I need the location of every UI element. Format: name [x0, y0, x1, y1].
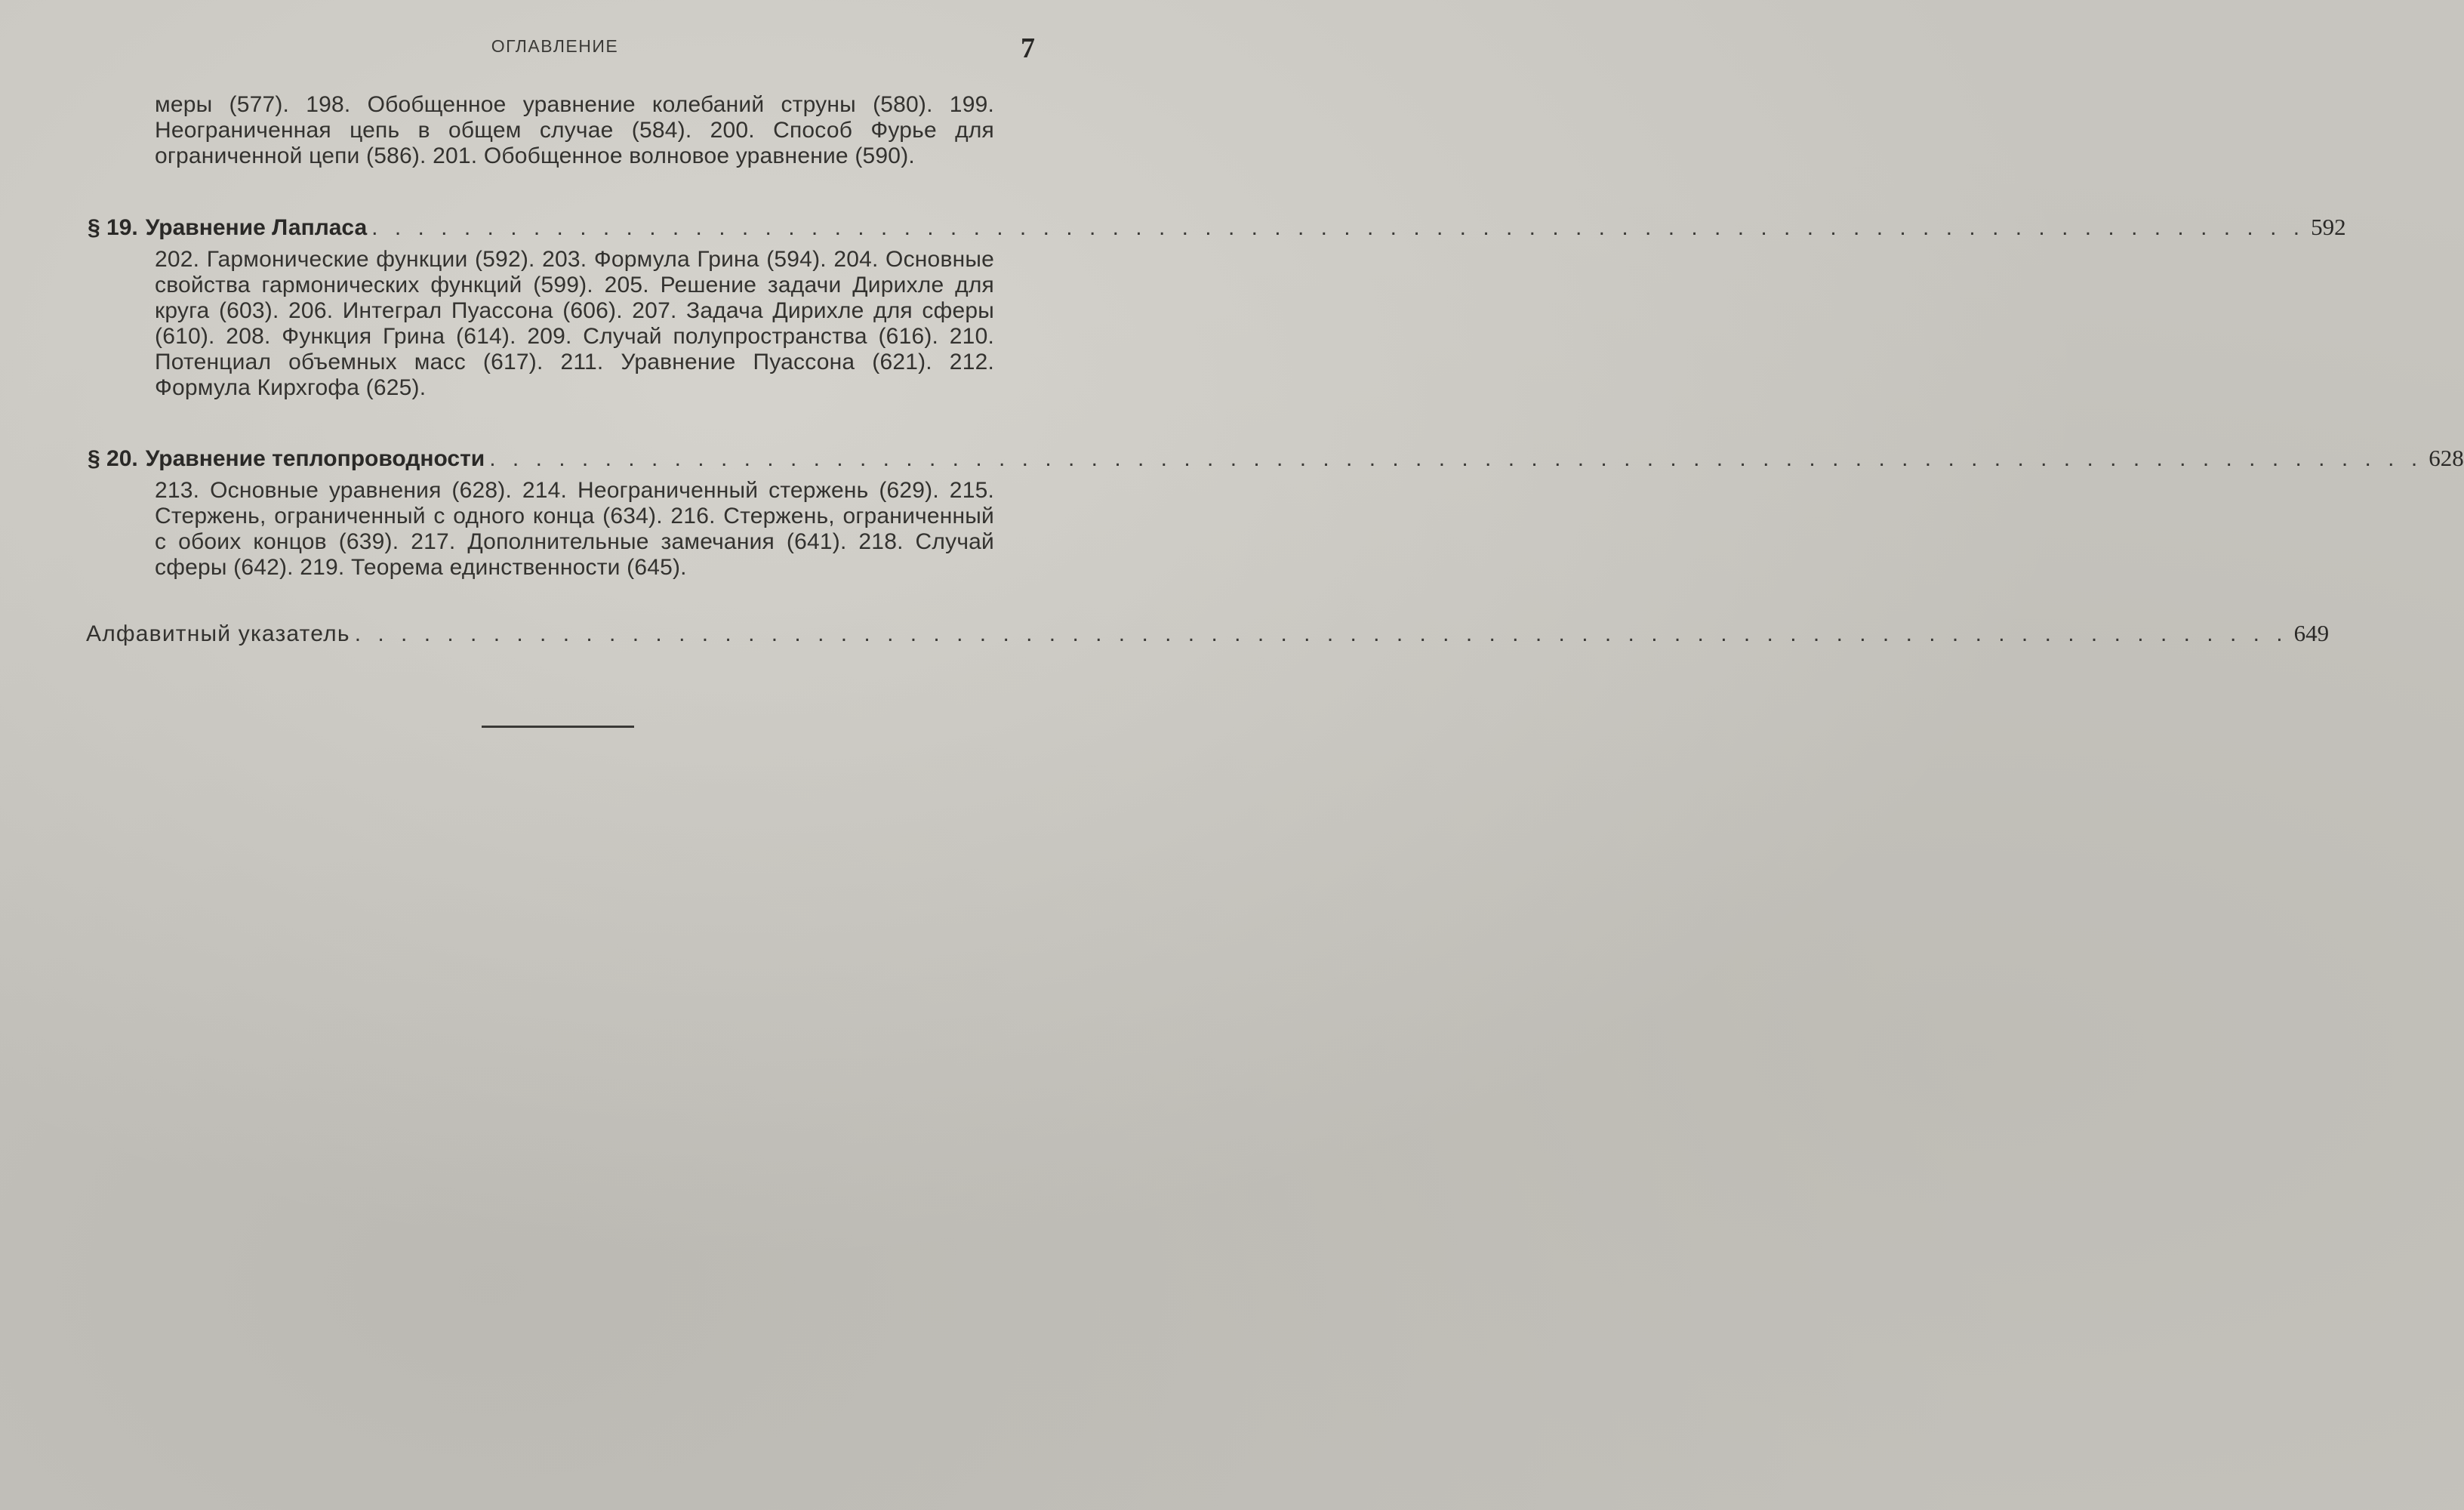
dot-leader: . . . . . . . . . . . . . . . . . . . . . . . . . . . . . . . . . . . . . . . . . . . . . . . . . . . . . . . . . . . . . . . . . . . . . . . . . . . . . . . . . . . . [489, 446, 2423, 471]
toc-subsection-text-198: меры (577). 198. Обобщенное уравнение колебаний струны (580). 199. Неограниченная цепь в общем случае (584). 200. Способ Фурье для ограниченной цепи (586). 201. Обобщенное волновое уравнение (590). [155, 92, 994, 168]
page-number: 7 [1021, 32, 1035, 64]
index-title: Алфавитный указатель [86, 621, 350, 646]
dot-leader: . . . . . . . . . . . . . . . . . . . . . . . . . . . . . . . . . . . . . . . . . . . . . . . . . . . . . . . . . . . . . . . . . . . . . . . . . . . . . . . . . . . . [371, 215, 2305, 240]
toc-subsection-text-213: 213. Основные уравнения (628). 214. Неограниченный стержень (629). 215. Стержень, ограниченный с одного конца (634). 216. Стержень, ограниченный с обоих концов (639). 217. Дополнительные замечания (641). 218. Случай сферы (642). 219. Теорема единственности (645). [155, 478, 994, 580]
dot-leader: . . . . . . . . . . . . . . . . . . . . . . . . . . . . . . . . . . . . . . . . . . . . . . . . . . . . . . . . . . . . . . . . . . . . . . . . . . . . . . . . . . . . [354, 621, 2288, 646]
running-head: ОГЛАВЛЕНИЕ [491, 36, 619, 56]
section-page-number: 628 [2429, 445, 2464, 471]
toc-entry-title [88, 215, 371, 241]
section-title: Уравнение Лапласа [145, 215, 368, 240]
section-title: Уравнение теплопроводности [145, 446, 485, 471]
end-rule [482, 726, 634, 728]
toc-entry-section-20 [88, 445, 2464, 472]
section-mark: § 19. [88, 215, 138, 240]
section-page-number: 592 [2311, 214, 2346, 240]
section-mark: § 20. [88, 446, 138, 471]
toc-entry-section-19 [88, 214, 2346, 241]
toc-entry-title [88, 446, 489, 472]
index-page-number: 649 [2293, 620, 2330, 646]
toc-entry-index [86, 620, 2330, 647]
toc-subsection-text-202: 202. Гармонические функции (592). 203. Формула Грина (594). 204. Основные свойства гармонических функций (599). 205. Решение задачи Дирихле для круга (603). 206. Интеграл Пуассона (606). 207. Задача Дирихле для сферы (610). 208. Функция Грина (614). 209. Случай полупространства (616). 210. Потенциал объемных масс (617). 211. Уравнение Пуассона (621). 212. Формула Кирхгофа (625). [155, 247, 994, 400]
